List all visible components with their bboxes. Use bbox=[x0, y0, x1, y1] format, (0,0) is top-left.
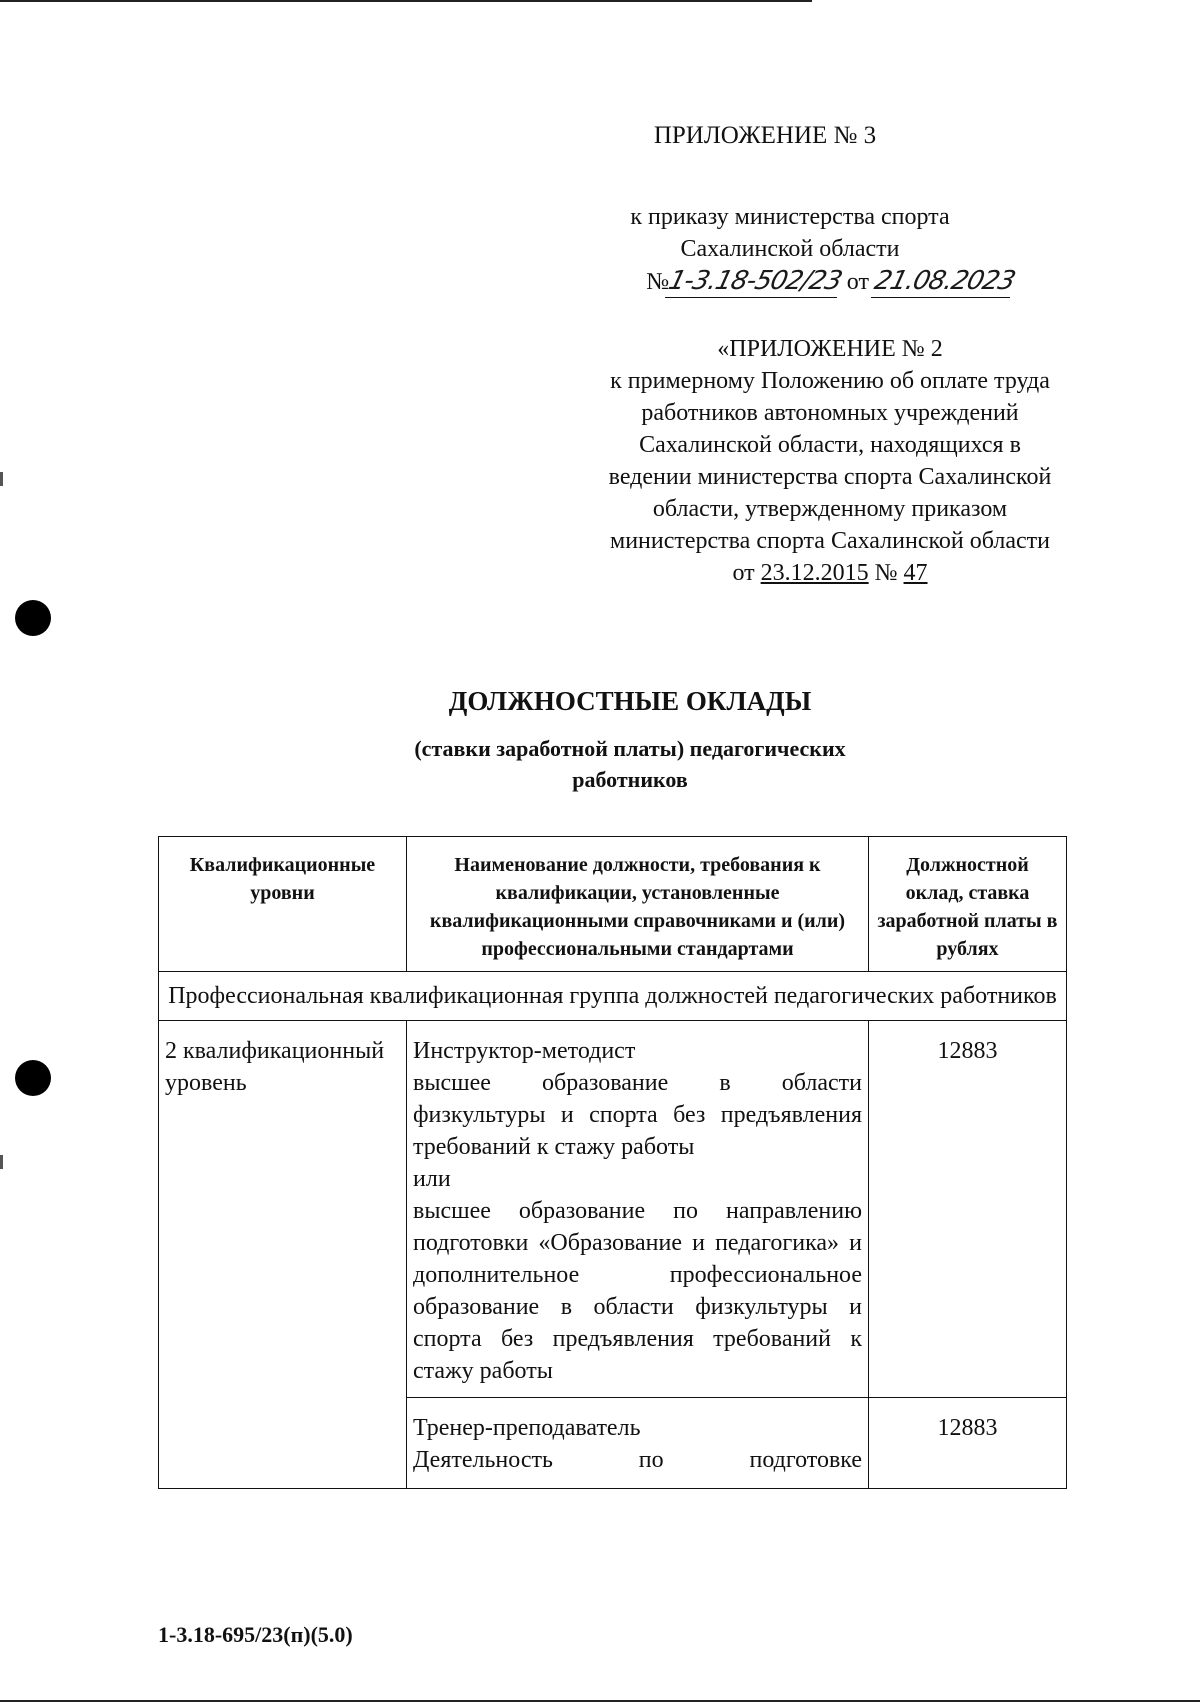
salary-cell: 12883 bbox=[869, 1398, 1067, 1489]
edge-mark bbox=[0, 472, 3, 486]
inner-appendix-line: ведении министерства спорта Сахалинской bbox=[608, 464, 1052, 490]
order-date-prefix: от bbox=[846, 269, 869, 295]
header-salary: Должностной оклад, ставка заработной платы в рублях bbox=[869, 837, 1067, 972]
edge-mark bbox=[0, 1155, 3, 1169]
inner-appendix-line: работников автономных учреждений bbox=[641, 400, 1019, 426]
requirement-text: высшее образование в области физкультуры и спорта без предъявления требований к стажу работы bbox=[413, 1070, 862, 1160]
position-cell bbox=[407, 1398, 869, 1489]
or-conjunction: или bbox=[413, 1166, 451, 1192]
punch-hole-upper bbox=[15, 600, 51, 636]
punch-hole-lower bbox=[15, 1060, 51, 1096]
inner-appendix-line: к примерному Положению об оплате труда bbox=[610, 368, 1050, 394]
no-prefix: № bbox=[874, 560, 898, 586]
top-scan-rule bbox=[0, 0, 812, 2]
subtitle-line2: работников bbox=[572, 767, 688, 792]
position-name: Инструктор-методист bbox=[413, 1038, 636, 1064]
appendix-title: ПРИЛОЖЕНИЕ № 3 bbox=[653, 122, 877, 149]
requirement-word: подготовке bbox=[749, 1447, 862, 1473]
subtitle-line1: (ставки заработной платы) педагогических bbox=[414, 736, 846, 761]
header-qualification-levels: Квалификационные уровни bbox=[159, 837, 407, 972]
inner-appendix-date: 23.12.2015 bbox=[760, 560, 869, 586]
header-position-requirements: Наименование должности, требования к квалификации, установленные квалификационными справочниками и (или) профессиональными стандартами bbox=[407, 837, 869, 972]
position-name: Тренер-преподаватель bbox=[413, 1415, 641, 1441]
inner-appendix-line: министерства спорта Сахалинской области bbox=[610, 528, 1050, 554]
order-ref-line2: Сахалинской области bbox=[680, 236, 900, 262]
salary-cell: 12883 bbox=[869, 1021, 1067, 1398]
table-header-row bbox=[159, 837, 1067, 972]
inner-appendix-block bbox=[560, 333, 1100, 589]
requirement-text: высшее образование по направлению подготовки «Образование и педагогика» и дополнительное профессиональное образование в области физкультуры и спорта без предъявления требований к стажу работы bbox=[413, 1198, 862, 1384]
handwritten-order-date: 21.08.2023 bbox=[871, 266, 1018, 296]
document-title: ДОЛЖНОСТНЫЕ ОКЛАДЫ bbox=[448, 686, 812, 716]
salary-table bbox=[158, 836, 1067, 1489]
from-prefix: от bbox=[732, 560, 755, 586]
inner-appendix-line: области, утвержденному приказом bbox=[652, 496, 1008, 522]
inner-appendix-title: «ПРИЛОЖЕНИЕ № 2 bbox=[717, 336, 943, 362]
order-ref-line1: к приказу министерства спорта bbox=[630, 204, 950, 230]
professional-group-label: Профессиональная квалификационная группа должностей педагогических работников bbox=[159, 972, 1067, 1021]
position-cell bbox=[407, 1021, 869, 1398]
table-row bbox=[159, 1021, 1067, 1398]
requirement-text bbox=[413, 1444, 862, 1476]
order-reference bbox=[560, 201, 1020, 298]
inner-appendix-line: Сахалинской области, находящихся в bbox=[639, 432, 1021, 458]
handwritten-order-number: 1-3.18-502/23 bbox=[665, 266, 845, 296]
requirement-word: по bbox=[638, 1447, 664, 1473]
order-no-prefix: № bbox=[646, 269, 670, 295]
document-subtitle bbox=[0, 733, 1200, 795]
order-number-line bbox=[560, 265, 1020, 298]
inner-appendix-number: 47 bbox=[903, 560, 928, 586]
table-group-row bbox=[159, 972, 1067, 1021]
document-code-footer: 1-3.18-695/23(п)(5.0) bbox=[158, 1622, 353, 1647]
inner-appendix-date-line bbox=[560, 557, 1100, 589]
qualification-level-cell: 2 квалификационный уровень bbox=[159, 1021, 407, 1489]
requirement-word: Деятельность bbox=[413, 1447, 553, 1473]
